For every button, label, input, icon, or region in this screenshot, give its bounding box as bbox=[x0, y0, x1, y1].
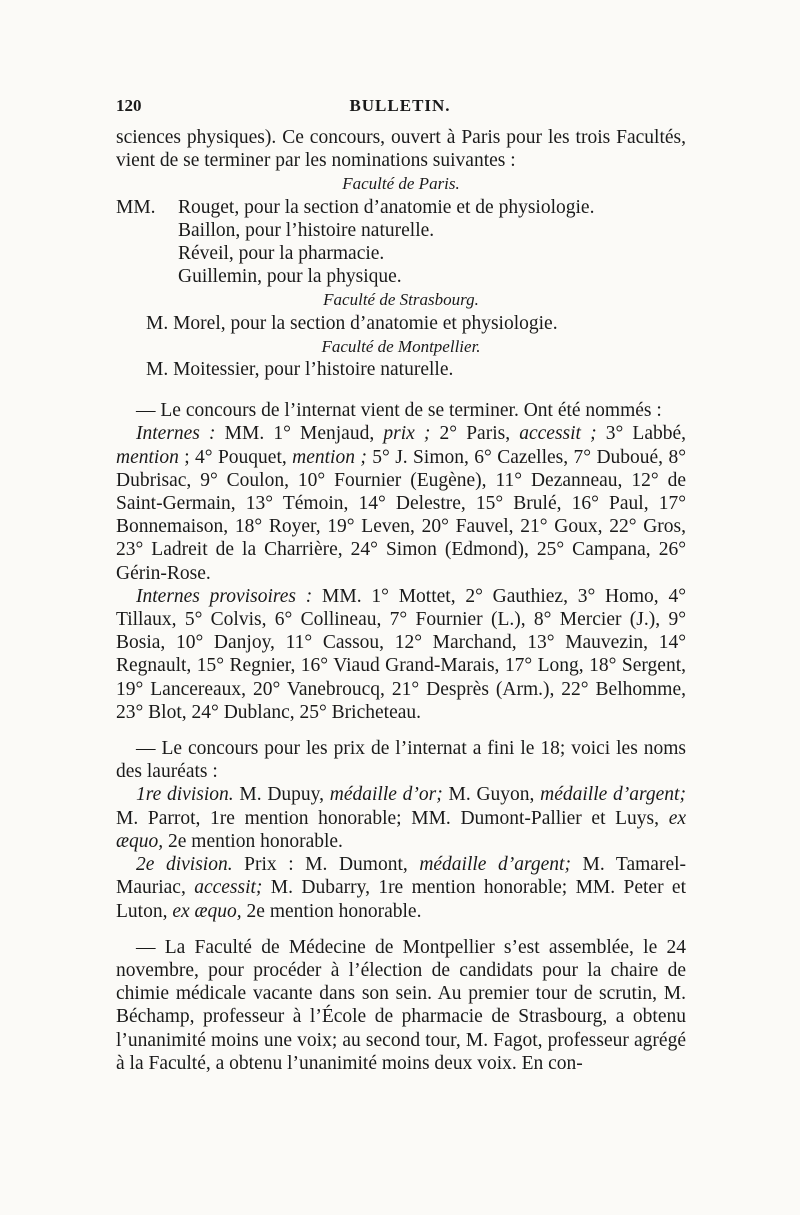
running-title: BULLETIN. bbox=[349, 96, 451, 115]
division-2-label: 2e division. bbox=[136, 854, 233, 876]
internat-intro: — Le concours de l’internat vient de se terminer. Ont été nommés : bbox=[136, 400, 662, 422]
section-heading-paris: Faculté de Paris. bbox=[342, 174, 460, 194]
section-heading-montpellier: Faculté de Montpellier. bbox=[321, 336, 481, 356]
nomination-line: Réveil, pour la pharmacie. bbox=[178, 243, 385, 265]
paris-nominations bbox=[116, 196, 686, 289]
montpellier-election-paragraph: — La Faculté de Médecine de Montpellier s’est assemblée, le 24 novembre, pour procéder à l’élection de candidats pour la chaire de chimie médicale vacante dans son sein. Au premier tour de scrutin, M. Béchamp, professeur à l’École de pharmacie de Strasbourg, a obtenu l’unanimité moins une voix; au second tour, M. Fagot, professeur agrégé à la Faculté, a obtenu l’unanimité moins deux voix. En con- bbox=[116, 936, 686, 1074]
internes-label: Internes : bbox=[136, 423, 216, 445]
strasbourg-nomination: M. Morel, pour la section d’anatomie et physiologie. bbox=[146, 312, 558, 334]
division-1-label: 1re division. bbox=[136, 784, 234, 806]
section-heading-strasbourg: Faculté de Strasbourg. bbox=[323, 290, 479, 310]
division-1-paragraph: 1re division. M. Dupuy, médaille d’or; M. Guyon, médaille d’argent; M. Parrot, 1re mention honorable; MM. Dumont-Pallier et Luys, ex æquo, 2e mention honorable. bbox=[116, 784, 686, 852]
internes-paragraph: Internes : MM. 1° Menjaud, prix ; 2° Paris, accessit ; 3° Labbé, mention ; 4° Pouquet, mention ; 5° J. Simon, 6° Cazelles, 7° Duboué, 8° Dubrisac, 9° Coulon, 10° Fournier (Eugène), 11° Dezanneau, 12° de Saint-Germain, 13° Témoin, 14° Delestre, 15° Brulé, 16° Paul, 17° Bonnemaison, 18° Royer, 19° Leven, 20° Fauvel, 21° Goux, 22° Gros, 23° Ladreit de la Charrière, 24° Simon (Edmond), 25° Campana, 26° Gérin-Rose. bbox=[116, 423, 686, 584]
page-header bbox=[116, 96, 684, 120]
paris-label: MM. bbox=[116, 196, 156, 218]
intro-paragraph: sciences physiques). Ce concours, ouvert à Paris pour les trois Facultés, vient de se terminer par les nominations suivantes : bbox=[116, 127, 686, 172]
division-2-paragraph: 2e division. Prix : M. Dumont, médaille d’argent; M. Tamarel-Mauriac, accessit; M. Dubarry, 1re mention honorable; MM. Peter et Luton, ex æquo, 2e mention honorable. bbox=[116, 854, 687, 922]
provisoires-label: Internes provisoires : bbox=[136, 585, 313, 607]
internes-provisoires-paragraph: Internes provisoires : MM. 1° Mottet, 2° Gauthiez, 3° Homo, 4° Tillaux, 5° Colvis, 6° Collineau, 7° Fournier (L.), 8° Mercier (J.), 9° Bosia, 10° Danjoy, 11° Cassou, 12° Marchand, 13° Mauvezin, 14° Regnault, 15° Regnier, 16° Viaud Grand-Marais, 17° Long, 18° Sergent, 19° Lancereaux, 20° Vanebroucq, 21° Desprès (Arm.), 22° Belhomme, 23° Blot, 24° Dublanc, 25° Bricheteau. bbox=[116, 585, 687, 723]
nomination-line: Guillemin, pour la physique. bbox=[178, 266, 402, 288]
montpellier-nomination: M. Moitessier, pour l’histoire naturelle. bbox=[146, 359, 454, 381]
page-body bbox=[116, 126, 686, 1075]
nomination-line: Baillon, pour l’histoire naturelle. bbox=[178, 219, 435, 241]
nomination-line: Rouget, pour la section d’anatomie et de physiologie. bbox=[178, 196, 595, 218]
page-number: 120 bbox=[116, 96, 142, 115]
prix-intro: — Le concours pour les prix de l’internat a fini le 18; voici les noms des lauréats : bbox=[116, 738, 686, 783]
